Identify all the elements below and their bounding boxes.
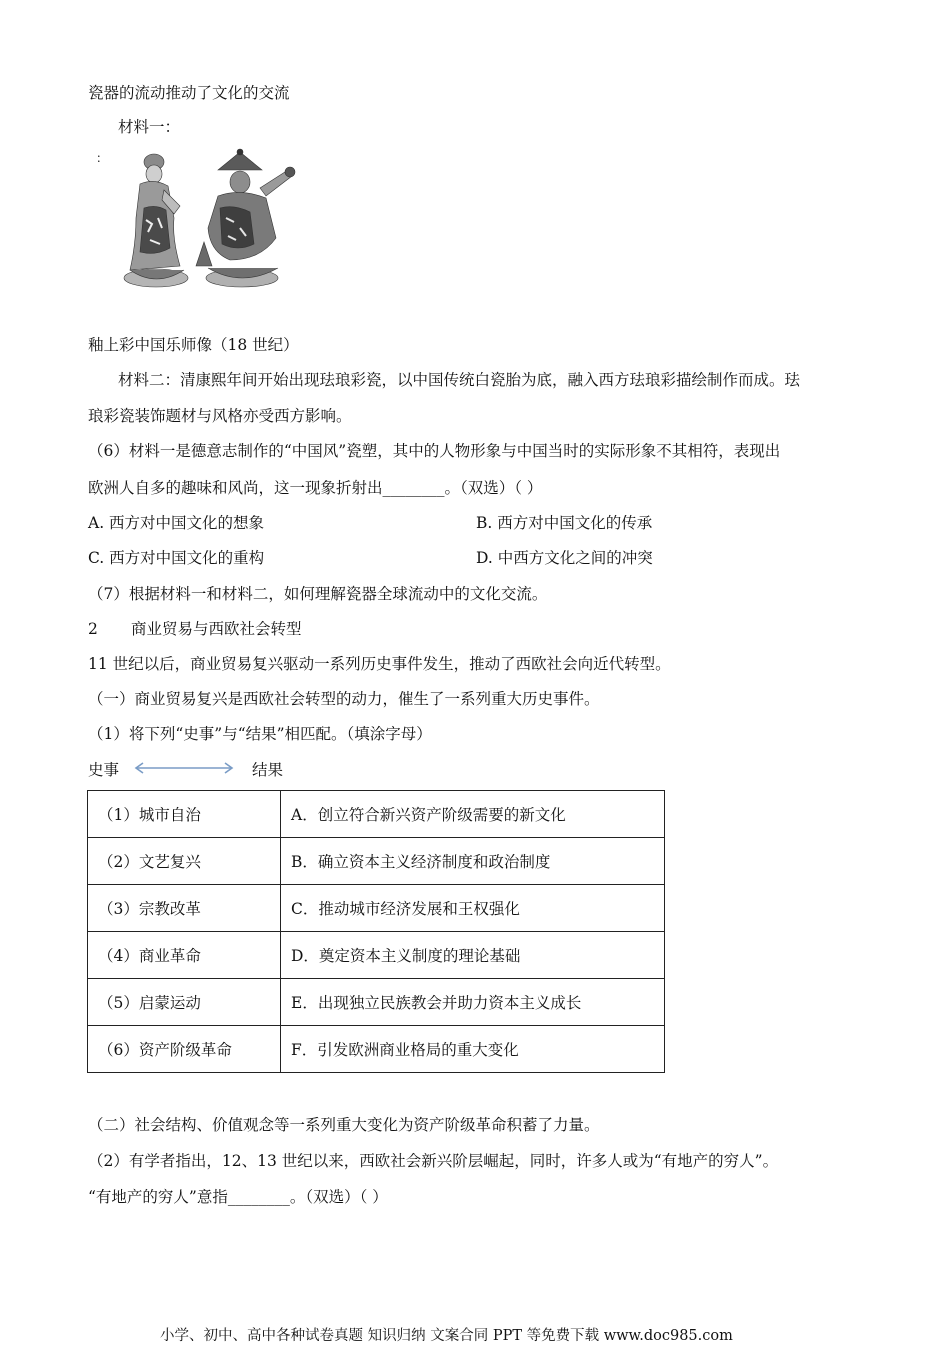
table-row [88,791,665,838]
result-cell: C．推动城市经济发展和王权强化 [281,885,665,932]
material2-line2: 琅彩瓷装饰题材与风格亦受西方影响。 [88,407,352,425]
material2-line1: 材料二：清康熙年间开始出现珐琅彩瓷，以中国传统白瓷胎为底，融入西方珐琅彩描绘制作而成。珐 [118,371,801,389]
option-c: C. 西方对中国文化的重构 [88,549,265,567]
result-cell: D．奠定资本主义制度的理论基础 [281,932,665,979]
question-7: （7）根据材料一和材料二，如何理解瓷器全球流动中的文化交流。 [88,585,548,603]
result-cell: F．引发欧洲商业格局的重大变化 [281,1026,665,1073]
section-title: 瓷器的流动推动了文化的交流 [88,84,290,102]
question-6-line1: （6）材料一是德意志制作的“中国风”瓷塑，其中的人物形象与中国当时的实际形象不其相符，表现出 [88,442,781,460]
part-2-heading: （二）社会结构、价值观念等一系列重大变化为资产阶级革命积蓄了力量。 [88,1116,600,1134]
event-cell: （1）城市自治 [88,791,281,838]
matching-table [87,790,665,1073]
table-row [88,838,665,885]
table-row [88,932,665,979]
section-2-intro: 11 世纪以后，商业贸易复兴驱动一系列历史事件发生，推动了西欧社会向近代转型。 [88,655,671,673]
part-1-heading: （一）商业贸易复兴是西欧社会转型的动力，催生了一系列重大历史事件。 [88,690,600,708]
question-1: （1）将下列“史事”与“结果”相匹配。（填涂字母） [88,725,432,743]
table-row [88,885,665,932]
image-caption: 釉上彩中国乐师像（18 世纪） [88,336,299,354]
material1-label: 材料一： [118,118,181,136]
question-2-line2: “有地产的穷人”意指________。（双选）（ ） [88,1188,388,1206]
section-2-number: 2 [88,620,98,638]
result-cell: A．创立符合新兴资产阶级需要的新文化 [281,791,665,838]
question-2-line1: （2）有学者指出，12、13 世纪以来，西欧社会新兴阶层崛起，同时，许多人或为“有地产的穷人”。 [88,1152,779,1170]
table-row [88,1026,665,1073]
event-cell: （5）启蒙运动 [88,979,281,1026]
stray-mark: ： [96,151,109,165]
page-footer: 小学、初中、高中各种试卷真题 知识归纳 文案合同 PPT 等免费下载 www.doc985.com [160,1328,733,1344]
option-d: D. 中西方文化之间的冲突 [476,549,653,567]
events-label: 史事 [88,761,120,779]
question-6-line2: 欧洲人自多的趣味和风尚，这一现象折射出________。（双选）（ ） [88,479,543,497]
event-cell: （2）文艺复兴 [88,838,281,885]
double-arrow-icon [133,760,235,776]
table-row [88,979,665,1026]
event-cell: （4）商业革命 [88,932,281,979]
option-b: B. 西方对中国文化的传承 [476,514,653,532]
result-cell: E．出现独立民族教会并助力资本主义成长 [281,979,665,1026]
results-label: 结果 [252,761,284,779]
event-cell: （6）资产阶级革命 [88,1026,281,1073]
event-cell: （3）宗教改革 [88,885,281,932]
option-a: A. 西方对中国文化的想象 [88,514,265,532]
section-2-heading: 商业贸易与西欧社会转型 [131,620,302,638]
porcelain-figurines-image [100,148,300,298]
result-cell: B．确立资本主义经济制度和政治制度 [281,838,665,885]
